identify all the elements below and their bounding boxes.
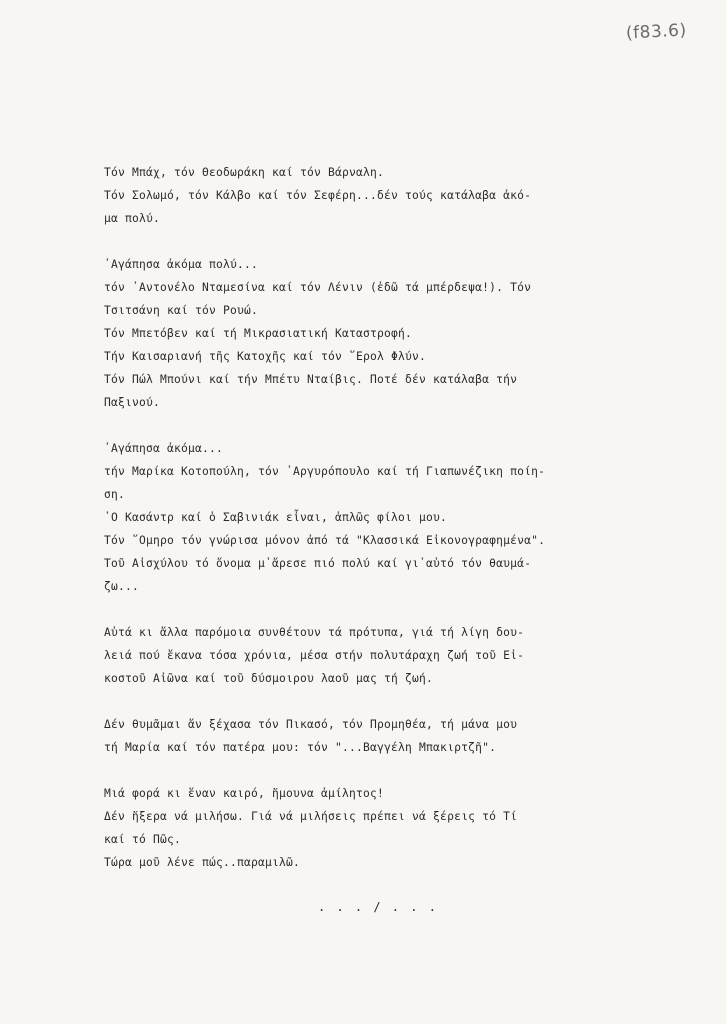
text-line: τόν ᾿Αντονέλο Νταμεσίνα καί τόν Λένιν (ἐδῶ τά μπέρδεψα!). Τόν <box>104 281 532 294</box>
text-line: ᾿Αγάπησα ἀκόμα... <box>104 442 224 455</box>
text-line: Τσιτσάνη καί τόν Ρουώ. <box>104 304 259 317</box>
text-line: Τώρα μοῦ λένε πώς..παραμιλῶ. <box>104 856 301 869</box>
text-line: λειά πού ἔκανα τόσα χρόνια, μέσα στήν πολυτάραχη ζωή τοῦ Εἰ- <box>104 649 525 662</box>
paragraph <box>104 253 604 414</box>
paragraph <box>104 621 604 690</box>
text-line: τή Μαρία καί τόν πατέρα μου: τόν "...Βαγγέλη Μπακιρτζῆ". <box>104 741 497 754</box>
text-line: Μιά φορά κι ἕναν καιρό, ἤμουνα ἀμίλητος! <box>104 787 385 800</box>
text-line: ᾿Αγάπησα ἀκόμα πολύ... <box>104 258 259 271</box>
typed-text-block <box>104 161 604 897</box>
text-line: Τόν Σολωμό, τόν Κάλβο καί τόν Σεφέρη...δέν τούς κατάλαβα ἀκό- <box>104 189 532 202</box>
handwritten-page-number: (f83.6) <box>625 20 688 44</box>
paragraph <box>104 437 604 598</box>
text-line: τήν Μαρίκα Κοτοπούλη, τόν ᾿Αργυρόπουλο καί τή Γιαπωνέζικη ποίη- <box>104 465 546 478</box>
text-line: Τόν Μπάχ, τόν Θεοδωράκη καί τόν Βάρναλη. <box>104 166 385 179</box>
text-line: Τόν ῞Ομηρο τόν γνώρισα μόνον ἀπό τά "Κλασσικά Εἰκονογραφημένα". <box>104 534 546 547</box>
text-line: κοστοῦ Αἰῶνα καί τοῦ δύσμοιρου λαοῦ μας τή ζωή. <box>104 672 434 685</box>
paragraph <box>104 161 604 230</box>
text-line: καί τό Πῶς. <box>104 833 182 846</box>
text-line: Τόν Πώλ Μπούνι καί τήν Μπέτυ Νταίβις. Ποτέ δέν κατάλαβα τήν <box>104 373 518 386</box>
text-line: Δέν ἤξερα νά μιλήσω. Γιά νά μιλήσεις πρέπει νά ξέρεις τό Τί <box>104 810 518 823</box>
text-line: Τοῦ Αἰσχύλου τό ὄνομα μ᾿ἄρεσε πιό πολύ καί γι᾿αὐτό τόν θαυμά- <box>104 557 532 570</box>
text-line: Αὐτά κι ἄλλα παρόμοια συνθέτουν τά πρότυπα, γιά τή λίγη δου- <box>104 626 525 639</box>
text-line: ση. <box>104 488 126 501</box>
text-line: ζω... <box>104 580 140 593</box>
text-line: Τόν Μπετόβεν καί τή Μικρασιατική Καταστροφή. <box>104 327 413 340</box>
paragraph <box>104 782 604 874</box>
text-line: Παξινού. <box>104 396 161 409</box>
page-separator: . . . / . . . <box>318 900 438 914</box>
text-line: Τήν Καισαριανή τῆς Κατοχῆς καί τόν ῞Ερολ Φλύν. <box>104 350 427 363</box>
text-line: Δέν θυμᾶμαι ἄν ξέχασα τόν Πικασό, τόν Προμηθέα, τή μάνα μου <box>104 718 518 731</box>
paragraph <box>104 713 604 759</box>
text-line: μα πολύ. <box>104 212 161 225</box>
text-line: ῾Ο Κασάντρ καί ὁ Σαβινιάκ εἶναι, ἁπλῶς φίλοι μου. <box>104 511 448 524</box>
